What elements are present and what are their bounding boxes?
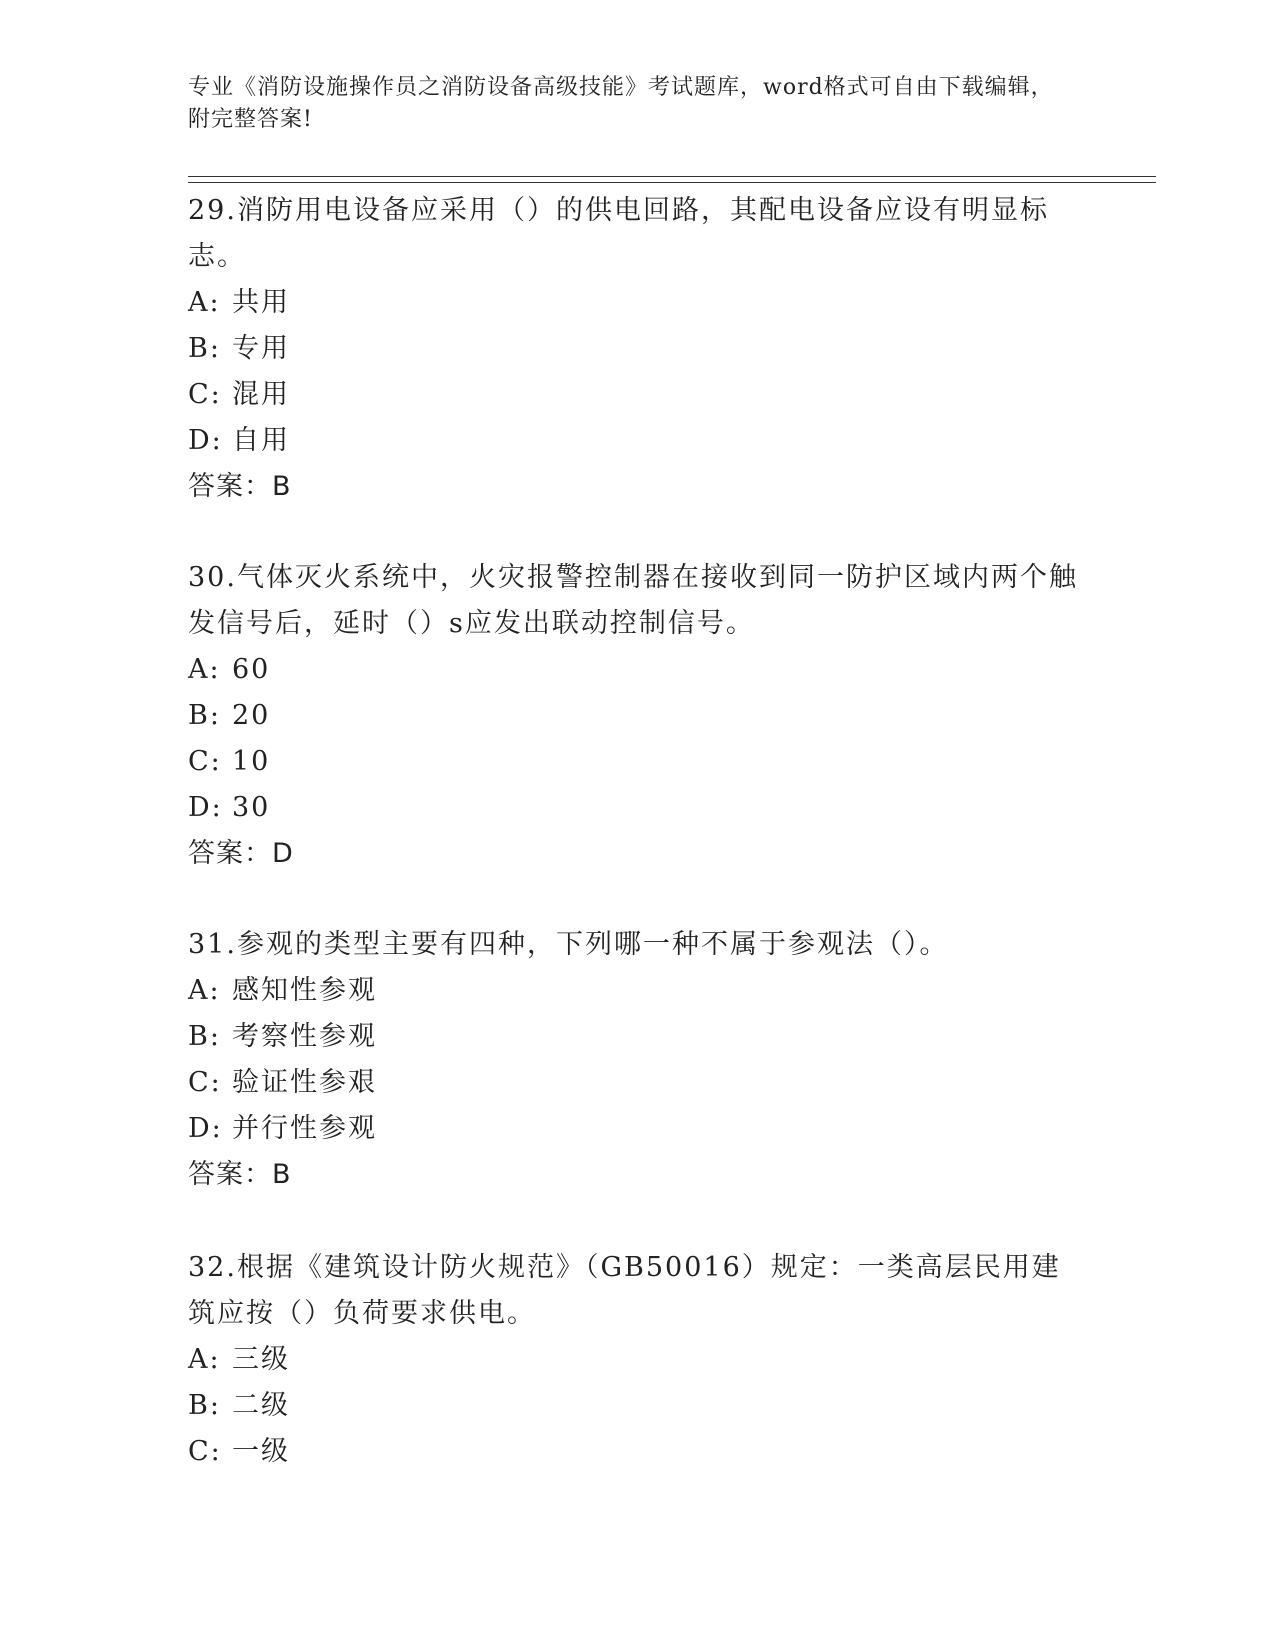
option-a: [188, 280, 1088, 326]
option-key: B:: [188, 1021, 221, 1052]
option-key: D:: [188, 792, 223, 823]
question-text: 气体灭火系统中，火灾报警控制器在接收到同一防护区域内两个触发信号后，延时（）s应发出联动控制信号。: [188, 562, 1078, 639]
option-key: A:: [188, 975, 221, 1006]
header-divider-bottom: [188, 182, 1156, 183]
option-text: 验证性参艰: [232, 1067, 377, 1098]
option-text: 10: [232, 746, 271, 777]
option-c: [188, 372, 1088, 418]
answer-line: 答案：D: [188, 838, 294, 869]
question-31: [188, 922, 1088, 1198]
question-stem: [188, 1245, 1088, 1337]
option-text: 自用: [232, 425, 290, 456]
option-d: [188, 785, 1088, 831]
intro-text: 专业《消防设施操作员之消防设备高级技能》考试题库，word格式可自由下载编辑，附完整答案!: [188, 75, 1054, 132]
question-32: [188, 1245, 1088, 1475]
option-text: 共用: [232, 287, 290, 318]
option-c: [188, 1429, 1088, 1475]
question-stem: [188, 188, 1088, 280]
option-text: 二级: [232, 1390, 290, 1421]
option-text: 感知性参观: [232, 975, 377, 1006]
question-number: 29.: [188, 195, 237, 226]
option-key: A:: [188, 654, 221, 685]
question-29: [188, 188, 1088, 510]
question-text: 消防用电设备应采用（）的供电回路，其配电设备应设有明显标志。: [188, 195, 1049, 272]
option-key: A:: [188, 287, 221, 318]
option-b: [188, 1383, 1088, 1429]
answer-line: 答案：B: [188, 1159, 292, 1190]
option-text: 并行性参观: [232, 1113, 377, 1144]
option-a: [188, 968, 1088, 1014]
option-key: B:: [188, 1390, 221, 1421]
option-b: [188, 326, 1088, 372]
option-key: C:: [188, 1067, 222, 1098]
option-key: B:: [188, 333, 221, 364]
option-b: [188, 1014, 1088, 1060]
question-text: 参观的类型主要有四种，下列哪一种不属于参观法（）。: [236, 929, 949, 960]
option-text: 专用: [232, 333, 290, 364]
option-d: [188, 418, 1088, 464]
option-text: 混用: [232, 379, 290, 410]
option-c: [188, 739, 1088, 785]
header-divider-top: [188, 176, 1156, 177]
option-text: 考察性参观: [232, 1021, 377, 1052]
option-text: 三级: [232, 1344, 290, 1375]
option-d: [188, 1106, 1088, 1152]
option-key: D:: [188, 425, 223, 456]
document-intro: [188, 72, 1068, 136]
option-text: 一级: [232, 1436, 290, 1467]
option-key: A:: [188, 1344, 221, 1375]
question-stem: [188, 555, 1088, 647]
question-30: [188, 555, 1088, 877]
option-key: C:: [188, 379, 222, 410]
option-text: 60: [232, 654, 271, 685]
option-text: 30: [232, 792, 271, 823]
option-c: [188, 1060, 1088, 1106]
option-key: B:: [188, 700, 221, 731]
option-key: C:: [188, 1436, 222, 1467]
question-number: 32.: [188, 1252, 237, 1283]
question-number: 30.: [188, 562, 237, 593]
option-key: D:: [188, 1113, 223, 1144]
option-b: [188, 693, 1088, 739]
question-stem: [188, 922, 1088, 968]
option-text: 20: [232, 700, 271, 731]
question-text: 根据《建筑设计防火规范》（GB50016）规定：一类高层民用建筑应按（）负荷要求供电。: [188, 1252, 1061, 1329]
question-number: 31.: [188, 929, 237, 960]
option-a: [188, 647, 1088, 693]
option-a: [188, 1337, 1088, 1383]
option-key: C:: [188, 746, 222, 777]
answer-line: 答案：B: [188, 471, 292, 502]
